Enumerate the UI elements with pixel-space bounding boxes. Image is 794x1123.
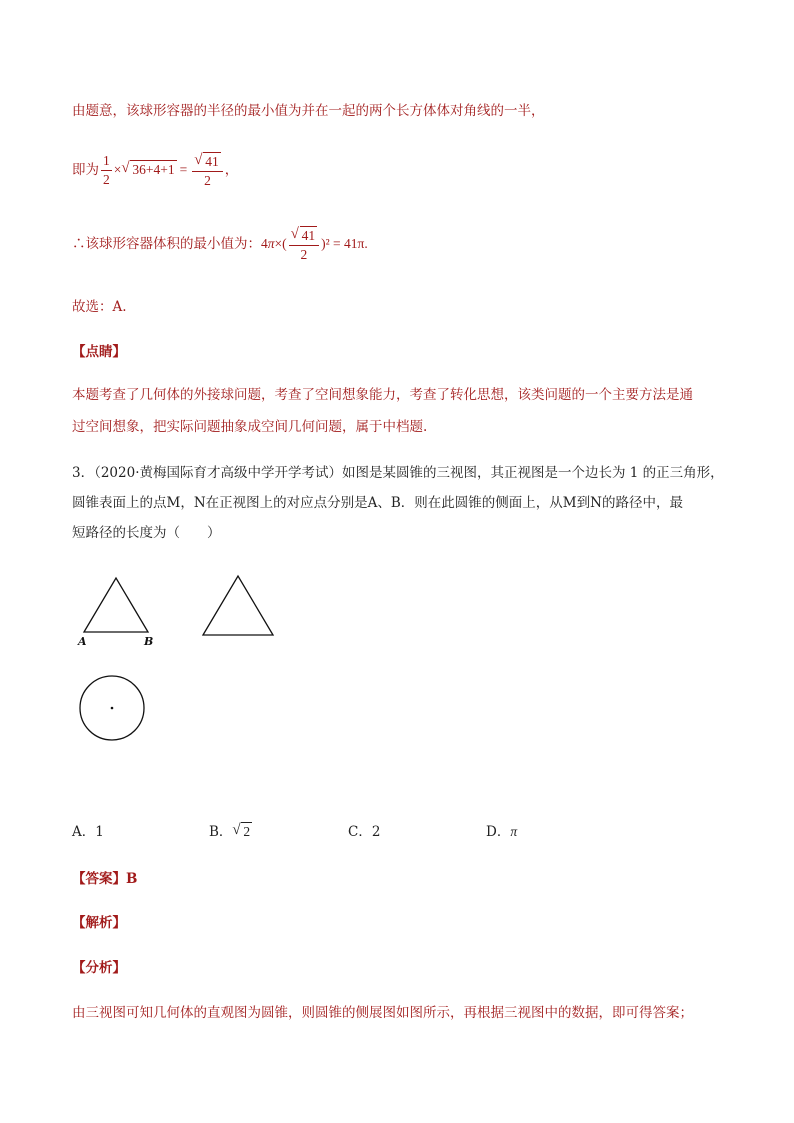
comment-line-2: 过空间想象，把实际问题抽象成空间几何问题，属于中档题.	[72, 419, 428, 435]
solution-line-3-prefix: ∴该球形容器体积的最小值为：	[72, 236, 261, 252]
fraction-denominator: 2	[300, 247, 308, 262]
fraction-denominator: 2	[103, 172, 110, 187]
close-paren-squared: )²	[321, 236, 330, 251]
volume-result: = 41π.	[329, 236, 368, 251]
option-c: C．2	[348, 824, 381, 840]
side-view-triangle	[203, 576, 273, 635]
answer-line	[72, 869, 137, 889]
solution-line-2-prefix: 即为	[72, 162, 99, 178]
radical-sign-icon: √	[121, 160, 130, 176]
front-view-triangle	[84, 578, 148, 632]
radicand-sum: 36+4+1	[132, 162, 175, 177]
label-a: A	[78, 635, 87, 648]
sqrt-2	[232, 822, 252, 840]
top-view-center-dot	[111, 707, 114, 710]
comment-heading: 【点睛】	[72, 344, 126, 360]
choice-line: 故选：A.	[72, 299, 127, 315]
fenxi-heading: 【分析】	[72, 960, 126, 976]
equals-sign: =	[179, 162, 188, 177]
fraction-denominator: 2	[204, 173, 211, 188]
option-b-prefix: B．	[209, 824, 233, 840]
question-3-line-3: 短路径的长度为（ ）	[72, 525, 221, 541]
solution-line-2-suffix: ，	[224, 162, 239, 178]
times-sign: ×	[113, 162, 122, 177]
option-d	[486, 820, 517, 840]
pi-symbol: π	[267, 236, 275, 251]
radical-sign-icon: √	[290, 226, 299, 242]
option-b	[209, 820, 252, 840]
times-open-paren: ×(	[274, 236, 287, 251]
fraction-numerator: 1	[101, 153, 112, 171]
option-d-pi: π	[510, 824, 518, 839]
answer-text: 【答案】B	[72, 871, 138, 887]
radical-sign-icon: √	[194, 152, 203, 168]
lead-four: 4	[261, 236, 268, 251]
radicand-41: 41	[301, 228, 316, 243]
option-a: A．1	[72, 824, 104, 840]
question-3-line-2: 圆锥表面上的点M，N在正视图上的对应点分别是A、B．则在此圆锥的侧面上，从M到N的路径中，最	[72, 495, 683, 511]
fenxi-text: 由三视图可知几何体的直观图为圆锥，则圆锥的侧展图如图所示，再根据三视图中的数据，即可得答案；	[72, 1005, 693, 1021]
comment-line-1: 本题考查了几何体的外接球问题，考查了空间想象能力，考查了转化思想，该类问题的一个主要方法是通	[72, 387, 693, 403]
radicand-41: 41	[205, 154, 219, 169]
question-3-line-1: 3．（2020·黄梅国际育才高级中学开学考试）如图是某圆锥的三视图，其正视图是一个边长为 1 的正三角形，	[72, 465, 724, 481]
label-b: B	[144, 635, 154, 648]
radical-sign-icon: √	[232, 822, 241, 838]
solution-line-1: 由题意，该球形容器的半径的最小值为并在一起的两个长方体体对角线的一半，	[72, 103, 545, 119]
analysis-heading: 【解析】	[72, 915, 126, 931]
radicand-2: 2	[243, 824, 251, 839]
option-d-prefix: D．	[486, 824, 511, 840]
